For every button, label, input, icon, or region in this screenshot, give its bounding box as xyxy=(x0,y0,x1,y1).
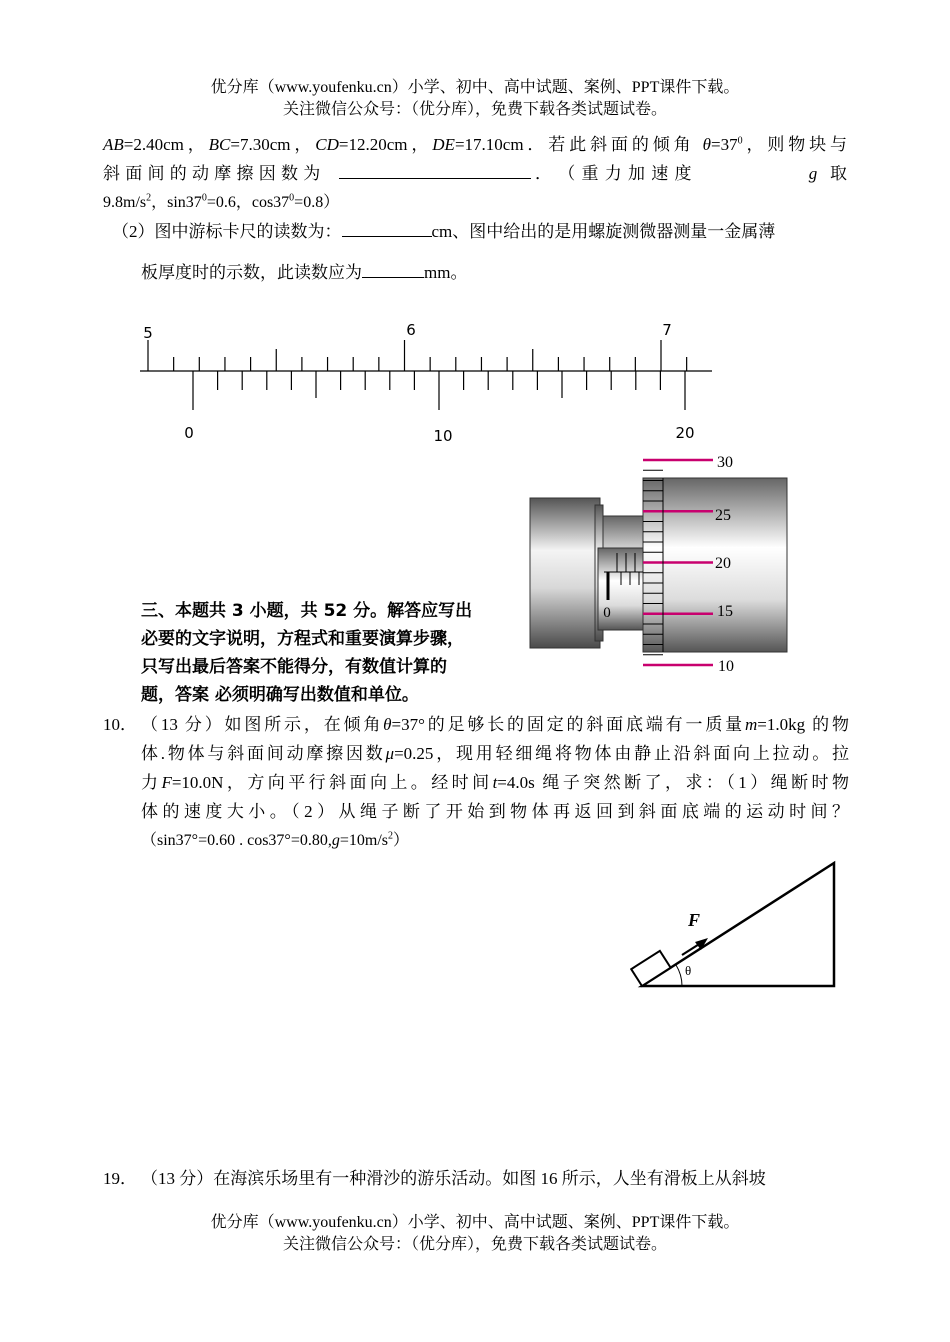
q1-ab-value: =2.40cm， xyxy=(123,135,209,154)
caliper-main-label-6: 6 xyxy=(406,321,416,339)
section3-line-2: 必要的文字说明，方程式和重要演算步骤， xyxy=(141,629,464,649)
header-line-2: 关注微信公众号：（优分库），免费下载各类试题试卷。 xyxy=(282,101,667,118)
thimble-label-15: 15 xyxy=(717,603,733,620)
incline-diagram xyxy=(630,855,845,995)
caliper-main-scale xyxy=(148,340,687,371)
q1-g: g xyxy=(808,164,818,183)
q2-line2-a: 板厚度时的示数，此读数应为 xyxy=(141,263,362,282)
q1-line-1 xyxy=(103,130,847,159)
q1-theta: θ xyxy=(702,135,711,154)
force-label: F xyxy=(688,910,701,930)
q2-line1-b: cm、图中给出的是用螺旋测微器测量一金属薄 xyxy=(431,222,776,241)
q1-line3-a: 9.8m/s xyxy=(103,194,147,211)
caliper-main-label-5: 5 xyxy=(143,324,153,342)
q1-cd-value: =12.20cm， xyxy=(338,135,433,154)
q1-line2-end: ． （ 重 力 加 速 度 xyxy=(535,164,693,183)
q1-answer-blank[interactable] xyxy=(339,160,531,179)
footer-line-1: 优分库（www.youfenku.cn）小学、初中、高中试题、案例、PPT课件下载。 xyxy=(210,1214,740,1231)
section3-line-1: 三、本题共 3 小题，共 52 分。解答应写出 xyxy=(141,601,473,621)
q19-number: 19． xyxy=(103,1169,137,1188)
angle-label: θ xyxy=(685,963,692,978)
q1-bc-value: =7.30cm， xyxy=(230,135,316,154)
section-3-instructions xyxy=(141,597,472,709)
q1-line3-sup: 2 xyxy=(146,192,152,204)
q10-line-2: 体.物体与斜面间动摩擦因数μ=0.25，现用轻细绳将物体由静止沿斜面向上拉动。拉 xyxy=(141,744,850,763)
q1-cd: CD xyxy=(315,135,339,154)
section3-line-3: 只写出最后答案不能得分，有数值计算的 xyxy=(141,657,447,677)
thimble-label-30: 30 xyxy=(717,454,733,471)
q1-degree-3: 0 xyxy=(289,192,295,204)
q1-theta-value: =37 xyxy=(711,135,738,154)
q1-de-value: =17.10cm．若此斜面的倾角 xyxy=(454,135,695,154)
q1-take: 取 xyxy=(830,164,847,183)
q2-caliper-blank[interactable] xyxy=(342,218,432,237)
header-line-1: 优分库（www.youfenku.cn）小学、初中、高中试题、案例、PPT课件下载。 xyxy=(210,79,740,96)
section3-line-4: 题，答案 必须明确写出数值和单位。 xyxy=(141,685,419,705)
thimble-label-20: 20 xyxy=(715,555,731,572)
footer-line-2: 关注微信公众号：（优分库），免费下载各类试题试卷。 xyxy=(282,1236,667,1253)
incline-block xyxy=(631,951,670,986)
q1-line2-text: 斜 面 间 的 动 摩 擦 因 数 为 xyxy=(103,164,321,183)
sleeve-label-0: 0 xyxy=(603,605,611,621)
q1-line3-b: ，sin37 xyxy=(151,194,202,211)
q10-line-3: 力F=10.0N，方向平行斜面向上。经时间t=4.0s 绳子突然断了，求：（1）绳断时物 xyxy=(141,773,849,792)
q10-line-5: （sin37°=0.60 . $\cos 37^\circ=0.80,g=10m/s^2$） xyxy=(141,830,410,849)
q10-line-1: （13 分）如图所示，在倾角θ=37°的足够长的固定的斜面底端有一质量m=1.0kg 的物 xyxy=(141,715,849,734)
thimble-label-10: 10 xyxy=(718,658,734,675)
q2-line-1 xyxy=(112,217,852,246)
q10-line-4: 体的速度大小。（2）从绳子断了开始到物体再返回到斜面底端的运动时间？ xyxy=(141,802,849,821)
q1-degree: 0 xyxy=(737,135,743,147)
q1-de: DE xyxy=(432,135,455,154)
q1-line-3 xyxy=(103,188,339,217)
q1-line3-c: =0.6，cos37 xyxy=(206,194,290,211)
vernier-caliper-diagram xyxy=(130,310,720,455)
q1-ab: AB xyxy=(103,135,124,154)
thimble-label-25: 25 xyxy=(715,507,731,524)
q1-degree-2: 0 xyxy=(201,192,207,204)
q19-text: （13 分）在海滨乐场里有一种滑沙的游乐活动。如图 16 所示，人坐有滑板上从斜坡 xyxy=(141,1169,766,1188)
micrometer-diagram xyxy=(525,450,795,680)
caliper-vernier-label-0: 0 xyxy=(184,424,194,442)
q1-bc: BC xyxy=(208,135,231,154)
q10-number: 10． xyxy=(103,715,137,734)
q1-line-2 xyxy=(103,159,847,188)
caliper-vernier-label-10: 10 xyxy=(433,427,453,445)
micrometer-anvil xyxy=(530,498,600,648)
caliper-vernier-label-20: 20 xyxy=(675,424,695,442)
q2-micrometer-blank[interactable] xyxy=(362,259,424,278)
q2-line1-a: （2）图中游标卡尺的读数为： xyxy=(112,222,342,241)
page-footer xyxy=(0,1212,950,1256)
caliper-main-label-7: 7 xyxy=(662,321,672,339)
q2-line2-b: mm。 xyxy=(424,263,468,282)
q1-line3-d: =0.8） xyxy=(294,194,340,211)
caliper-vernier-scale xyxy=(193,371,685,410)
q10-body xyxy=(141,710,849,855)
page-header xyxy=(0,77,950,121)
angle-arc xyxy=(676,965,682,986)
q2-line-2 xyxy=(141,258,467,287)
q1-tail: ，则物块与 xyxy=(742,135,848,154)
